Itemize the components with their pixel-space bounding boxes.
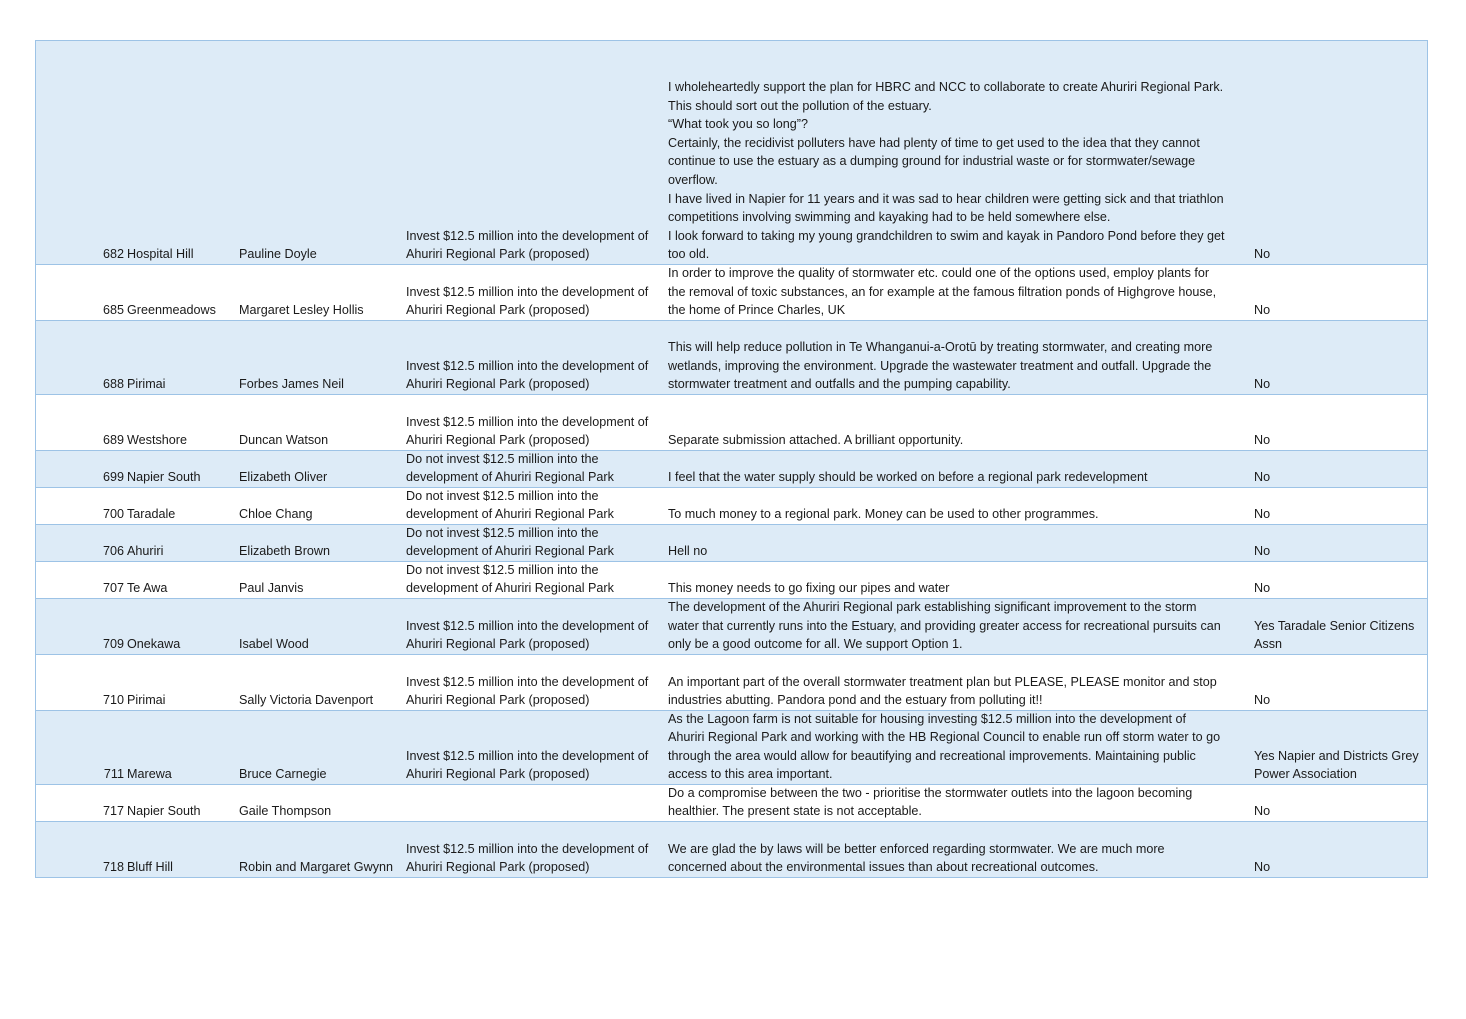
submission-id: 700 xyxy=(102,507,124,522)
organisation: No xyxy=(1254,693,1271,708)
organisation: No xyxy=(1254,581,1271,596)
organisation: No xyxy=(1254,544,1271,559)
comment: This money needs to go fixing our pipes and water xyxy=(668,581,950,596)
table-row xyxy=(36,265,1427,321)
organisation: No xyxy=(1254,507,1271,522)
submitter-name: Chloe Chang xyxy=(239,507,313,522)
submitter-name: Forbes James Neil xyxy=(239,377,344,392)
submitter-name: Elizabeth Oliver xyxy=(239,470,328,485)
organisation: No xyxy=(1254,804,1271,819)
table-row xyxy=(36,562,1427,599)
submitter-name: Sally Victoria Davenport xyxy=(239,693,374,708)
comment: In order to improve the quality of stormwater etc. could one of the options used, employ plants for the removal of toxic substances, an for example at the famous filtration ponds of Highgrove house, the home of Prince Charles, UK xyxy=(668,266,1217,318)
comment: The development of the Ahuriri Regional park establishing significant improvement to the storm water that currently runs into the Estuary, and providing greater access for recreational pursuits can only be a good outcome for all. We support Option 1. xyxy=(668,600,1221,652)
submission-id: 685 xyxy=(102,303,124,318)
preferred-option: Do not invest $12.5 million into the development of Ahuriri Regional Park xyxy=(406,562,614,596)
table-row xyxy=(36,822,1427,878)
organisation: No xyxy=(1254,433,1271,448)
comment: As the Lagoon farm is not suitable for housing investing $12.5 million into the development of Ahuriri Regional Park and working with the HB Regional Council to enable run off storm water to go through the area would allow for beautifying and recreational improvements. Maintaining public access to this area important. xyxy=(668,711,1221,782)
preferred-option: Do not invest $12.5 million into the development of Ahuriri Regional Park xyxy=(406,488,614,522)
suburb: Onekawa xyxy=(127,637,181,652)
preferred-option: Do not invest $12.5 million into the development of Ahuriri Regional Park xyxy=(406,451,614,485)
table-row xyxy=(36,395,1427,451)
table-row xyxy=(36,451,1427,488)
comment: I feel that the water supply should be worked on before a regional park redevelopment xyxy=(668,470,1148,485)
submission-id: 706 xyxy=(102,544,124,559)
submission-id: 688 xyxy=(102,377,124,392)
comment: To much money to a regional park. Money can be used to other programmes. xyxy=(668,507,1099,522)
preferred-option: Invest $12.5 million into the development of Ahuriri Regional Park (proposed) xyxy=(406,358,649,392)
suburb: Ahuriri xyxy=(127,544,164,559)
preferred-option: Invest $12.5 million into the development of Ahuriri Regional Park (proposed) xyxy=(406,284,649,318)
submissions-table xyxy=(35,40,1428,878)
organisation: No xyxy=(1254,470,1271,485)
organisation: No xyxy=(1254,303,1271,318)
submission-id: 689 xyxy=(102,433,124,448)
organisation: No xyxy=(1254,860,1271,875)
suburb: Greenmeadows xyxy=(127,303,216,318)
organisation: Yes Taradale Senior Citizens Assn xyxy=(1254,618,1415,652)
suburb: Hospital Hill xyxy=(127,247,194,262)
preferred-option: Do not invest $12.5 million into the development of Ahuriri Regional Park xyxy=(406,525,614,559)
preferred-option: Invest $12.5 million into the development of Ahuriri Regional Park (proposed) xyxy=(406,748,649,782)
submission-id: 718 xyxy=(102,860,124,875)
submitter-name: Pauline Doyle xyxy=(239,247,317,262)
suburb: Pirimai xyxy=(127,377,166,392)
table-row xyxy=(36,488,1427,525)
submitter-name: Paul Janvis xyxy=(239,581,304,596)
submission-id: 711 xyxy=(103,767,124,782)
submission-id: 682 xyxy=(102,247,124,262)
submitter-name: Bruce Carnegie xyxy=(239,767,327,782)
comment: Hell no xyxy=(668,544,708,559)
organisation: No xyxy=(1254,247,1271,262)
suburb: Pirimai xyxy=(127,693,166,708)
table-row xyxy=(36,321,1427,395)
comment: Do a compromise between the two - prioritise the stormwater outlets into the lagoon becoming healthier. The present state is not acceptable. xyxy=(668,785,1193,819)
submission-id: 699 xyxy=(102,470,124,485)
submission-id: 710 xyxy=(102,693,124,708)
submitter-name: Isabel Wood xyxy=(239,637,309,652)
table-row xyxy=(36,41,1427,265)
comment: This will help reduce pollution in Te Whanganui-a-Orotū by treating stormwater, and creating more wetlands, improving the environment. Upgrade the wastewater treatment and outfall. Upgrade the stormwater treatment and outfalls and the pumping capability. xyxy=(668,340,1213,392)
submitter-name: Duncan Watson xyxy=(239,433,329,448)
table-row xyxy=(36,785,1427,822)
table-row xyxy=(36,711,1427,785)
suburb: Bluff Hill xyxy=(127,860,173,875)
comment: We are glad the by laws will be better enforced regarding stormwater. We are much more concerned about the environmental issues than about recreational outcomes. xyxy=(668,841,1165,875)
submission-id: 717 xyxy=(102,804,124,819)
comment: I wholeheartedly support the plan for HBRC and NCC to collaborate to create Ahuriri Regional Park. This should sort out the pollution of the estuary. “What took you so long”? Certainly, the recidivist polluters have had plenty of time to get used to the idea that they cannot continue to use the estuary as a dumping ground for industrial waste or for stormwater/sewage overflow. I have lived in Napier for 11 years and it was sad to hear children were getting sick and that triathlon competitions involving swimming and kayaking had to be held somewhere else. I look forward to taking my young grandchildren to swim and kayak in Pandoro Pond before they get too old. xyxy=(668,80,1225,262)
suburb: Te Awa xyxy=(127,581,168,596)
submitter-name: Robin and Margaret Gwynn xyxy=(239,860,394,875)
submitter-name: Gaile Thompson xyxy=(239,804,332,819)
suburb: Napier South xyxy=(127,804,201,819)
suburb: Napier South xyxy=(127,470,201,485)
submitter-name: Elizabeth Brown xyxy=(239,544,331,559)
table-row xyxy=(36,599,1427,655)
submission-id: 709 xyxy=(102,637,124,652)
preferred-option: Invest $12.5 million into the development of Ahuriri Regional Park (proposed) xyxy=(406,674,649,708)
organisation: No xyxy=(1254,377,1271,392)
suburb: Westshore xyxy=(127,433,187,448)
table-row xyxy=(36,655,1427,711)
organisation: Yes Napier and Districts Grey Power Association xyxy=(1254,748,1419,782)
preferred-option: Invest $12.5 million into the development of Ahuriri Regional Park (proposed) xyxy=(406,228,649,262)
preferred-option: Invest $12.5 million into the development of Ahuriri Regional Park (proposed) xyxy=(406,841,649,875)
table-row xyxy=(36,525,1427,562)
submitter-name: Margaret Lesley Hollis xyxy=(239,303,364,318)
comment: Separate submission attached. A brilliant opportunity. xyxy=(668,433,964,448)
comment: An important part of the overall stormwater treatment plan but PLEASE, PLEASE monitor and stop industries abutting. Pandora pond and the estuary from polluting it!! xyxy=(668,674,1217,708)
preferred-option: Invest $12.5 million into the development of Ahuriri Regional Park (proposed) xyxy=(406,414,649,448)
preferred-option: Invest $12.5 million into the development of Ahuriri Regional Park (proposed) xyxy=(406,618,649,652)
submission-id: 707 xyxy=(102,581,124,596)
suburb: Marewa xyxy=(127,767,172,782)
suburb: Taradale xyxy=(127,507,176,522)
